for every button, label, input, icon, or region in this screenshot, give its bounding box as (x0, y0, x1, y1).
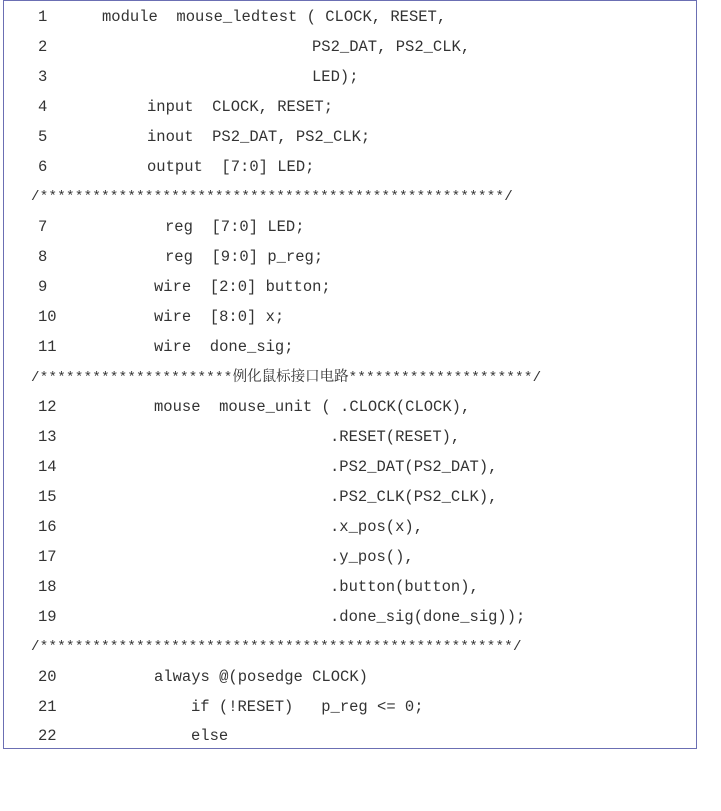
code-line (0, 482, 498, 512)
line-number: 7 (38, 218, 48, 236)
line-number: 12 (38, 398, 57, 416)
line-number: 19 (38, 608, 57, 626)
code-line (0, 512, 424, 542)
code-text: reg [7:0] LED; (165, 218, 305, 236)
line-number: 6 (38, 158, 48, 176)
code-line (0, 602, 526, 632)
code-line (0, 92, 334, 122)
line-number: 2 (38, 38, 48, 56)
line-number: 11 (38, 338, 57, 356)
code-text: reg [9:0] p_reg; (165, 248, 324, 266)
code-text: wire done_sig; (154, 338, 294, 356)
code-line (0, 2, 447, 32)
line-number: 3 (38, 68, 48, 86)
code-text: output [7:0] LED; (147, 158, 315, 176)
code-text: PS2_DAT, PS2_CLK, (312, 38, 471, 56)
code-text: .PS2_DAT(PS2_DAT), (330, 458, 498, 476)
line-number: 5 (38, 128, 48, 146)
code-line (0, 422, 461, 452)
code-line (0, 152, 315, 182)
line-number: 15 (38, 488, 57, 506)
comment-separator-labeled (31, 362, 541, 392)
code-line (0, 212, 305, 242)
code-text: .x_pos(x), (330, 518, 424, 536)
code-text: .RESET(RESET), (330, 428, 461, 446)
comment-separator: /*****************************************************/ (31, 189, 514, 205)
separator-stars-left: /********************** (31, 370, 233, 386)
code-text: .button(button), (330, 578, 479, 596)
line-number: 16 (38, 518, 57, 536)
line-number: 13 (38, 428, 57, 446)
code-text: input CLOCK, RESET; (147, 98, 334, 116)
line-number: 21 (38, 698, 57, 716)
code-line (0, 302, 285, 332)
code-text: always @(posedge CLOCK) (154, 668, 368, 686)
line-number: 9 (38, 278, 48, 296)
code-line (0, 392, 471, 422)
code-text: if (!RESET) p_reg <= 0; (191, 698, 424, 716)
code-text: mouse mouse_unit ( .CLOCK(CLOCK), (154, 398, 471, 416)
code-line (0, 662, 368, 692)
code-line (0, 272, 331, 302)
code-line (0, 452, 498, 482)
code-line (0, 32, 471, 62)
separator-label: 例化鼠标接口电路 (232, 369, 349, 385)
code-line (0, 62, 359, 92)
code-line (0, 242, 324, 272)
code-line (0, 692, 424, 722)
code-line (0, 332, 294, 362)
line-number: 4 (38, 98, 48, 116)
code-text: .done_sig(done_sig)); (330, 608, 526, 626)
line-number: 22 (38, 727, 57, 745)
code-text: else (191, 727, 229, 745)
code-text: wire [8:0] x; (154, 308, 285, 326)
code-line (0, 122, 371, 152)
line-number: 10 (38, 308, 57, 326)
code-line (0, 542, 414, 572)
code-line (0, 572, 479, 602)
line-number: 17 (38, 548, 57, 566)
code-text: inout PS2_DAT, PS2_CLK; (147, 128, 371, 146)
code-text: .PS2_CLK(PS2_CLK), (330, 488, 498, 506)
line-number: 14 (38, 458, 57, 476)
line-number: 1 (38, 8, 48, 26)
line-number: 18 (38, 578, 57, 596)
separator-stars-right: *********************/ (348, 370, 542, 386)
line-number: 8 (38, 248, 48, 266)
comment-separator: /******************************************************/ (31, 639, 522, 655)
code-text: wire [2:0] button; (154, 278, 331, 296)
code-line (0, 721, 229, 751)
code-text: module mouse_ledtest ( CLOCK, RESET, (102, 8, 447, 26)
code-text: LED); (312, 68, 359, 86)
line-number: 20 (38, 668, 57, 686)
code-text: .y_pos(), (330, 548, 414, 566)
